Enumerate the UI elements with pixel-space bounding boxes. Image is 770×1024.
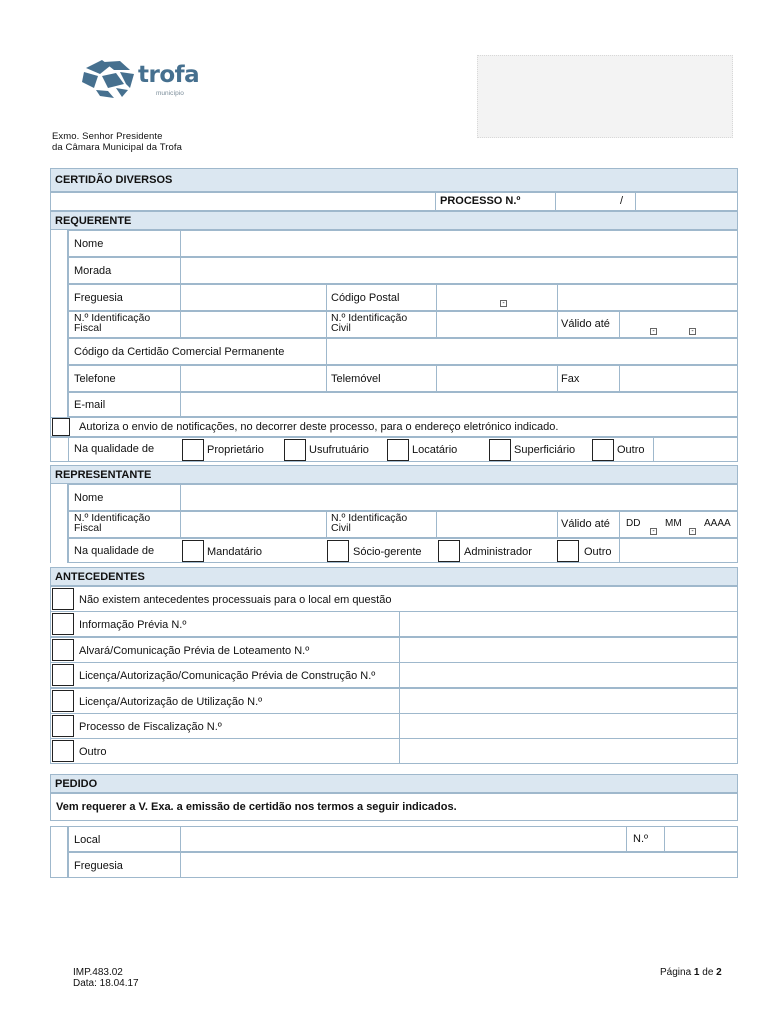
antecedente-label: Não existem antecedentes processuais para o local em questão: [79, 594, 392, 606]
date-separator: -: [689, 328, 696, 335]
valido-ate-field[interactable]: [619, 311, 738, 338]
antecedente-checkbox[interactable]: [52, 690, 74, 712]
nif-field[interactable]: [180, 311, 326, 338]
form-code: IMP.483.02: [73, 967, 123, 978]
email-label: E-mail: [74, 399, 106, 411]
valido-ate-label: Válido até: [561, 318, 610, 330]
logo-icon: [80, 58, 136, 98]
antecedente-label: Licença/Autorização de Utilização N.º: [79, 696, 263, 708]
antecedente-number-field[interactable]: [399, 713, 738, 739]
pedido-text: Vem requerer a V. Exa. a emissão de certidão nos termos a seguir indicados.: [56, 801, 457, 813]
codigo-postal-field[interactable]: [436, 284, 557, 311]
date-separator: -: [650, 328, 657, 335]
representante-header: REPRESENTANTE: [50, 465, 738, 484]
outro-checkbox[interactable]: [592, 439, 614, 461]
antecedente-number-field[interactable]: [399, 637, 738, 663]
outro-field[interactable]: [653, 437, 738, 462]
local-label: Local: [74, 834, 101, 846]
form-date: Data: 18.04.17: [73, 978, 139, 989]
codigo-postal-label: Código Postal: [331, 292, 400, 304]
antecedente-checkbox[interactable]: [52, 588, 74, 610]
socio-gerente-label: Sócio-gerente: [353, 546, 422, 558]
mandatario-checkbox[interactable]: [182, 540, 204, 562]
requerente-header: REQUERENTE: [50, 211, 738, 230]
nome-field[interactable]: [180, 230, 738, 257]
nif-label: N.º Identificação Fiscal: [74, 312, 151, 334]
mandatario-label: Mandatário: [207, 546, 263, 558]
codigo-certidao-label: Código da Certidão Comercial Permanente: [74, 346, 285, 358]
telemovel-field[interactable]: [436, 365, 557, 392]
recipient-address: [52, 131, 182, 153]
antecedente-checkbox[interactable]: [52, 613, 74, 635]
local-field[interactable]: [180, 826, 626, 852]
date-separator: -: [689, 528, 696, 535]
representante-outro-field[interactable]: [619, 538, 738, 563]
aaaa-placeholder: AAAA: [704, 518, 731, 529]
morada-label: Morada: [74, 265, 112, 277]
representante-outro-checkbox[interactable]: [557, 540, 579, 562]
antecedente-number-field[interactable]: [399, 611, 738, 637]
address-line-1: Exmo. Senhor Presidente: [52, 131, 163, 142]
processo-label: PROCESSO N.º: [440, 195, 521, 207]
dd-placeholder: DD: [626, 518, 641, 529]
form-title: CERTIDÃO DIVERSOS: [50, 168, 738, 192]
localidade-field[interactable]: [557, 284, 738, 311]
email-field[interactable]: [180, 392, 738, 417]
nome-label: Nome: [74, 238, 104, 250]
telefone-field[interactable]: [180, 365, 326, 392]
representante-nic-field[interactable]: [436, 511, 557, 538]
autoriza-checkbox[interactable]: [52, 418, 70, 436]
pedido-freguesia-label: Freguesia: [74, 860, 123, 872]
proprietario-checkbox[interactable]: [182, 439, 204, 461]
antecedentes-header: ANTECEDENTES: [50, 567, 738, 586]
fax-field[interactable]: [619, 365, 738, 392]
superficiario-label: Superficiário: [514, 444, 576, 456]
antecedente-label: Informação Prévia N.º: [79, 619, 187, 631]
antecedente-checkbox[interactable]: [52, 639, 74, 661]
antecedente-label: Outro: [79, 746, 107, 758]
address-line-2: da Câmara Municipal da Trofa: [52, 142, 183, 153]
processo-separator: /: [620, 195, 624, 207]
footer-left: [73, 967, 139, 989]
socio-gerente-checkbox[interactable]: [327, 540, 349, 562]
fax-label: Fax: [561, 373, 580, 385]
representante-qualidade-label: Na qualidade de: [74, 545, 155, 557]
representante-nome-field[interactable]: [180, 484, 738, 511]
representante-outro-label: Outro: [584, 546, 612, 558]
antecedente-number-field[interactable]: [399, 688, 738, 714]
representante-valido-label: Válido até: [561, 518, 610, 530]
antecedente-checkbox[interactable]: [52, 664, 74, 686]
representante-nome-label: Nome: [74, 492, 104, 504]
representante-nif-label: N.º Identificação Fiscal: [74, 512, 151, 534]
antecedente-checkbox[interactable]: [52, 715, 74, 737]
qualidade-label: Na qualidade de: [74, 443, 155, 455]
administrador-checkbox[interactable]: [438, 540, 460, 562]
freguesia-label: Freguesia: [74, 292, 123, 304]
logo-text: trofa: [138, 62, 200, 88]
autoriza-label: Autoriza o envio de notificações, no decorrer deste processo, para o endereço eletrónico indicado.: [79, 421, 559, 433]
antecedente-checkbox[interactable]: [52, 740, 74, 762]
nic-label: N.º Identificação Civil: [331, 312, 408, 334]
codigo-certidao-field[interactable]: [326, 338, 738, 365]
codigo-postal-separator: -: [500, 300, 507, 307]
antecedente-number-field[interactable]: [399, 738, 738, 764]
stamp-area: [477, 55, 733, 138]
usufrutuario-checkbox[interactable]: [284, 439, 306, 461]
pedido-freguesia-field[interactable]: [180, 852, 738, 878]
antecedente-label: Alvará/Comunicação Prévia de Loteamento N.º: [79, 645, 310, 657]
page-number: Página 1 de 2: [660, 967, 722, 978]
superficiario-checkbox[interactable]: [489, 439, 511, 461]
representante-nif-field[interactable]: [180, 511, 326, 538]
local-numero-field[interactable]: [664, 826, 738, 852]
administrador-label: Administrador: [464, 546, 532, 558]
date-separator: -: [650, 528, 657, 535]
antecedente-label: Processo de Fiscalização N.º: [79, 721, 222, 733]
representante-nic-label: N.º Identificação Civil: [331, 512, 408, 534]
locatario-label: Locatário: [412, 444, 458, 456]
logo-subtitle: município: [156, 90, 184, 97]
freguesia-field[interactable]: [180, 284, 326, 311]
telemovel-label: Telemóvel: [331, 373, 381, 385]
pedido-header: PEDIDO: [50, 774, 738, 793]
proprietario-label: Proprietário: [207, 444, 264, 456]
processo-year-field[interactable]: [635, 192, 738, 211]
telefone-label: Telefone: [74, 373, 116, 385]
antecedente-label: Licença/Autorização/Comunicação Prévia de Construção N.º: [79, 670, 376, 682]
mm-placeholder: MM: [665, 518, 682, 529]
morada-field[interactable]: [180, 257, 738, 284]
outro-label: Outro: [617, 444, 645, 456]
antecedente-number-field[interactable]: [399, 662, 738, 688]
nic-field[interactable]: [436, 311, 557, 338]
local-numero-label: N.º: [633, 833, 649, 845]
usufrutuario-label: Usufrutuário: [309, 444, 369, 456]
locatario-checkbox[interactable]: [387, 439, 409, 461]
logo: [80, 58, 210, 102]
